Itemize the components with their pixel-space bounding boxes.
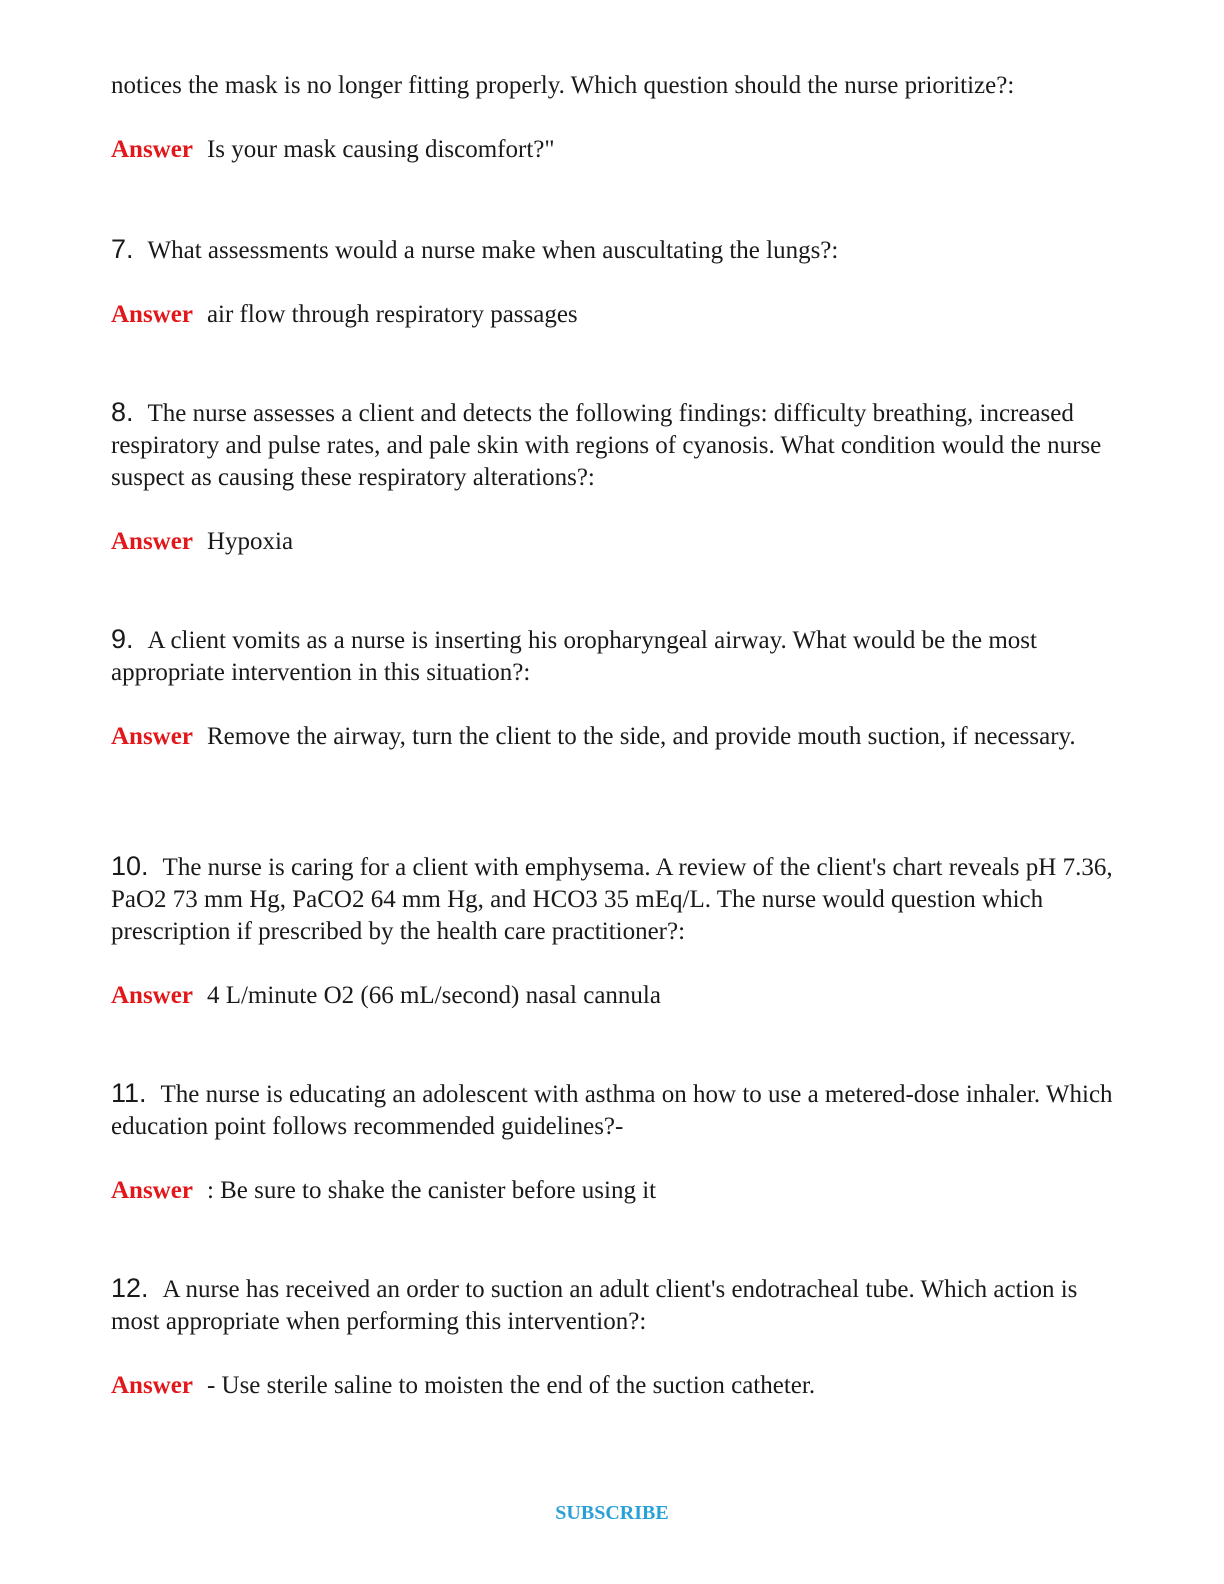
question-item-9 [111,623,1121,753]
question [111,850,1121,948]
answer-label: Answer [111,528,193,555]
question [111,1077,1121,1143]
answer-text: air flow through respiratory passages [206,301,578,328]
question-text: A nurse has received an order to suction an adult client's endotracheal tube. Which action is most appropriate when performing this intervention?: [111,1276,1078,1335]
question-number: 11. [111,1078,147,1108]
question-text: What assessments would a nurse make when auscultating the lungs?: [147,237,839,264]
question-number: 12. [111,1273,149,1303]
question-text: The nurse assesses a client and detects the following findings: difficulty breathing, increased respiratory and pulse rates, and pale skin with regions of cyanosis. What condition would the nurse suspect as causing these respiratory alterations?: [111,400,1102,491]
question [111,623,1121,689]
question-item-11 [111,1077,1121,1207]
question-number: 7. [111,234,134,264]
question-number: 10. [111,851,149,881]
answer-row [111,526,1121,558]
subscribe-link[interactable]: SUBSCRIBE [555,1502,669,1524]
answer-row [111,1370,1121,1402]
answer-row [111,721,1121,753]
answer-label: Answer [111,136,193,163]
answer-label: Answer [111,723,193,750]
answer-label: Answer [111,301,193,328]
answer-text: : Be sure to shake the canister before using it [206,1177,657,1204]
answer-text: Remove the airway, turn the client to the side, and provide mouth suction, if necessary. [206,723,1076,750]
answer-row [111,299,1121,331]
question [111,1272,1121,1338]
question-number: 9. [111,624,134,654]
answer-row [111,1175,1121,1207]
question-item-10 [111,850,1121,1012]
answer-label: Answer [111,982,193,1009]
question-text: notices the mask is no longer fitting properly. Which question should the nurse prioritize?: [111,72,1015,99]
question-item-12 [111,1272,1121,1402]
question-item-8 [111,396,1121,558]
answer-text: 4 L/minute O2 (66 mL/second) nasal cannula [206,982,661,1009]
answer-label: Answer [111,1177,193,1204]
question-number: 8. [111,397,134,427]
answer-text: Hypoxia [206,528,294,555]
answer-text: Is your mask causing discomfort?" [206,136,555,163]
question-item-7 [111,233,1121,331]
question-text: The nurse is caring for a client with emphysema. A review of the client's chart reveals pH 7.36, PaO2 73 mm Hg, PaCO2 64 mm Hg, and HCO3 35 mEq/L. The nurse would question which prescription if prescribed by the health care practitioner?: [111,854,1113,945]
answer-label: Answer [111,1372,193,1399]
answer-row [111,980,1121,1012]
answer-text: - Use sterile saline to moisten the end of the suction catheter. [206,1372,816,1399]
answer-row [111,134,1121,166]
question-text: A client vomits as a nurse is inserting his oropharyngeal airway. What would be the most appropriate intervention in this situation?: [111,627,1037,686]
question-text: The nurse is educating an adolescent with asthma on how to use a metered-dose inhaler. Which education point follows recommended guidelines?- [111,1081,1113,1140]
question [111,233,1121,267]
question-continuation [111,70,1121,166]
question [111,396,1121,494]
document-page [111,0,1121,1584]
